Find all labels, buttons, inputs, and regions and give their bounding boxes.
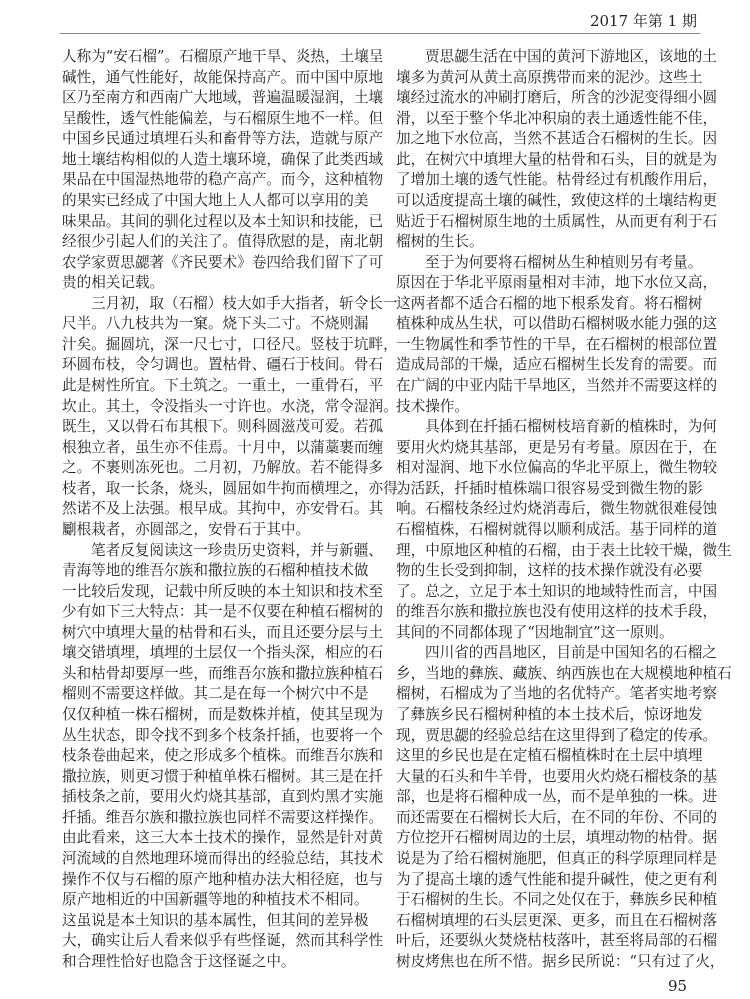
paragraph [62, 294, 413, 541]
text-line: 汁矣。掘圆坑，深一尺七寸，口径尺。竖枝于坑畔， [62, 335, 398, 353]
paragraph [396, 417, 732, 643]
page-number: 95 [668, 977, 688, 995]
text-line: 少有如下三大特点：其一是不仅要在种植石榴树的 [62, 603, 384, 621]
text-line: 植株种成丛生状，可以借助石榴树吸水能力强的这 [396, 315, 718, 333]
text-line: 经很少引起人们的关注了。值得欣慰的是，南北朝 [62, 233, 384, 251]
left-column [62, 47, 413, 972]
text-line: 之。不裹则冻死也。二月初，乃解放。若不能得多 [62, 459, 384, 477]
text-line: 其间的不同都体现了“因地制宜”这一原则。 [396, 623, 674, 641]
text-line: 贴近于石榴树原生地的土质属性，从而更有利于石 [396, 212, 718, 230]
right-column [396, 47, 732, 972]
text-line: 人称为“安石榴”。石榴原产地干旱、炎热，土壤呈 [62, 48, 384, 65]
text-line: 滑，以至于整个华北冲积扇的表土通透性能不佳， [396, 109, 718, 127]
text-line: 说是为了给石榴树施肥，但真正的科学原理同样是 [396, 849, 718, 867]
text-line: 操作不仅与石榴的原产地种植办法大相径庭，也与 [62, 870, 384, 888]
text-line: 农学家贾思勰著《齐民要术》卷四给我们留下了可 [62, 253, 384, 271]
text-line: 河流域的自然地理环境而得出的经验总结，其技术 [62, 849, 384, 867]
text-line: 理，中原地区种植的石榴，由于表土比较干燥，微生 [396, 541, 732, 559]
text-line: 榴树的生长。 [396, 233, 484, 251]
text-line: 青海等地的维吾尔族和撒拉族的石榴种植技术做 [62, 562, 369, 580]
text-line: 加之地下水位高，当然不甚适合石榴树的生长。因 [396, 130, 718, 148]
paragraph [396, 47, 718, 253]
text-line: 贵的相关记载。 [62, 274, 165, 292]
text-line: 劚根栽者，亦圆部之，安骨石于其中。 [62, 520, 311, 538]
text-line: 这两者都不适合石榴的地下根系发育。将石榴树 [396, 294, 703, 312]
text-line: 现，贾思勰的经验总结在这里得到了稳定的传承。 [396, 726, 718, 744]
text-line: 可以适度提高土壤的碱性，致使这样的土壤结构更 [396, 191, 718, 209]
text-line: 响。石榴枝条经过灼烧消毒后，微生物就很难侵蚀 [396, 500, 718, 518]
text-line: 果品在中国湿热地带的稳产高产。而今，这种植物 [62, 171, 384, 189]
text-line: 了彝族乡民石榴树种植的本土技术后，惊讶地发 [396, 706, 703, 723]
text-line: 的维吾尔族和撒拉族也没有使用这样的技术手段， [396, 603, 718, 621]
text-line: 原因在于华北平原雨量相对丰沛，地下水位又高， [396, 274, 718, 292]
text-line: 此，在树穴中填埋大量的枯骨和石头，目的就是为 [396, 150, 718, 168]
text-line: 头和枯骨却要厚一些，而维吾尔族和撒拉族种植石 [62, 664, 384, 682]
text-line: 碱性，通气性能好，故能保持高产。而中国中原地 [62, 68, 384, 86]
text-line: 坎止。其土，令没指头一寸许也。水浇，常令湿润。 [62, 397, 398, 415]
paragraph [396, 643, 732, 972]
paragraph [396, 253, 718, 418]
paragraph [62, 541, 384, 973]
text-line: 了增加土壤的透气性能。枯骨经过有机酸作用后， [396, 171, 718, 189]
text-line: 然诺不及上法强。根早成。其拘中，亦安骨石。其 [62, 500, 384, 518]
text-line: 具体到在扦插石榴树枝培育新的植株时，为何 [425, 418, 717, 436]
text-line: 的果实已经成了中国大地上人人都可以享用的美 [62, 191, 369, 209]
text-line: 在广阔的中亚内陆干旱地区，当然并不需要这样的 [396, 377, 718, 394]
text-line: 地土壤结构相似的人造土壤环境，确保了此类西域 [62, 150, 384, 168]
text-line: 扦插。维吾尔族和撒拉族也同样不需要这样操作。 [62, 808, 384, 826]
text-line: 石榴树填埋的石头层更深、更多，而且在石榴树落 [396, 911, 718, 929]
text-line: 这虽说是本土知识的基本属性，但其间的差异极 [62, 911, 369, 929]
text-line: 壤交错填埋，填埋的土层仅一个指头深，相应的石 [62, 644, 384, 662]
text-line: 呈酸性，透气性能偏差，与石榴原生地不一样。但 [62, 109, 384, 127]
text-line: 部，也是将石榴种成一丛，而不是单独的一株。进 [396, 788, 718, 806]
text-line: 了。总之，立足于本土知识的地域特性而言，中国 [396, 582, 718, 600]
text-line: 树穴中填埋大量的枯骨和石头，而且还要分层与土 [62, 623, 384, 641]
text-line: 区乃至南方和西南广大地域，普遍温暖湿润，土壤 [62, 89, 384, 107]
text-line: 味果品。其间的驯化过程以及本土知识和技能，已 [62, 212, 384, 230]
text-line: 尺半。八九枝共为一窠。烧下头二寸。不烧则漏 [62, 315, 369, 333]
text-line: 撒拉族，则更习惯于种植单株石榴树。其三是在扦 [62, 767, 384, 785]
running-header [60, 6, 700, 34]
text-line: 石榴植株，石榴树就得以顺利成活。基于同样的道 [396, 520, 718, 538]
text-line: 造成局部的干燥，适应石榴树生长发育的需要。而 [396, 356, 718, 374]
text-line: 要用火灼烧其基部，更是另有考量。原因在于，在 [396, 438, 718, 456]
text-line: 技术操作。 [396, 397, 469, 415]
text-line: 根独立者，虽生亦不佳焉。十月中，以蒲藁裹而缠 [62, 438, 384, 456]
text-line: 为活跃，扦插时植株端口很容易受到微生物的影 [396, 479, 703, 497]
text-line: 插枝条之前，要用火灼烧其基部，直到灼黑才实施 [62, 788, 384, 806]
text-line: 物的生长受到抑制，这样的技术操作就没有必要 [396, 562, 703, 580]
text-line: 树皮烤焦也在所不惜。据乡民所说：“只有过了火， [396, 952, 725, 970]
text-line: 仅仅种植一株石榴树，而是数株并植，使其呈现为 [62, 706, 384, 723]
text-line: 笔者反复阅读这一珍贵历史资料，并与新疆、 [91, 541, 383, 559]
text-line: 大，确实让后人看来似乎有些怪诞，然而其科学性 [62, 932, 384, 950]
text-line: 相对湿润、地下水位偏高的华北平原上，微生物较 [396, 459, 718, 477]
text-line: 环圆布枝，令匀调也。置枯骨、礓石于枝间。骨石 [62, 356, 384, 374]
text-line: 丛生状态，即令找不到多个枝条扦插，也要将一个 [62, 726, 384, 744]
text-line: 此是树性所宜。下土筑之。一重土，一重骨石，平 [62, 377, 384, 394]
text-line: 一比较后发现，记载中所反映的本土知识和技术至 [62, 582, 384, 600]
text-line: 榴则不需要这样做。其二是在每一个树穴中不是 [62, 685, 369, 703]
text-line: 于石榴树的生长。不同之处仅在于，彝族乡民种植 [396, 891, 718, 909]
text-line: 由此看来，这三大本土技术的操作，显然是针对黄 [62, 829, 384, 847]
text-line: 三月初，取（石榴）枝大如手大指者，斩令长一 [91, 294, 398, 312]
text-line: 榴树，石榴成为了当地的名优特产。笔者实地考察 [396, 685, 718, 703]
text-line: 一生物属性和季节性的干旱，在石榴树的根部位置 [396, 335, 718, 353]
issue-label: 2017 年第 1 期 [589, 12, 697, 30]
paragraph [62, 47, 384, 294]
text-line: 乡，当地的彝族、藏族、纳西族也在大规模地种植石 [396, 664, 732, 682]
text-line: 壤多为黄河从黄土高原携带而来的泥沙。这些土 [396, 68, 703, 86]
text-line: 壤经过流水的冲刷打磨后，所含的沙泥变得细小圆 [396, 89, 718, 107]
text-line: 而还需要在石榴树长大后，在不同的年份、不同的 [396, 808, 718, 826]
text-line: 原产地相近的中国新疆等地的种植技术不相同。 [62, 891, 369, 909]
text-line: 这里的乡民也是在定植石榴植株时在土层中填埋 [396, 747, 703, 765]
text-line: 方位挖开石榴树周边的土层，填埋动物的枯骨。据 [396, 829, 718, 847]
text-line: 至于为何要将石榴树丛生种植则另有考量。 [425, 253, 703, 271]
text-line: 四川省的西昌地区，目前是中国知名的石榴之 [425, 644, 717, 662]
text-line: 既生，又以骨石布其根下。则科圆滋茂可爱。若孤 [62, 418, 384, 436]
text-line: 枝条卷曲起来，使之形成多个植株。而维吾尔族和 [62, 747, 384, 765]
text-line: 枝者，取一长条，烧头，圆屈如牛拘而横埋之，亦得。 [62, 479, 413, 497]
text-line: 和合理性恰好也隐含于这怪诞之中。 [62, 952, 296, 970]
text-line: 大量的石头和牛羊骨，也要用火灼烧石榴枝条的基 [396, 767, 718, 785]
text-line: 中国乡民通过填埋石头和畜骨等方法，造就与原产 [62, 130, 384, 148]
text-line: 贾思勰生活在中国的黄河下游地区，该地的土 [425, 48, 717, 65]
text-line: 为了提高土壤的透气性能和提升碱性，使之更有利 [396, 870, 718, 888]
text-line: 叶后，还要纵火焚烧枯枝落叶，甚至将局部的石榴 [396, 932, 718, 950]
